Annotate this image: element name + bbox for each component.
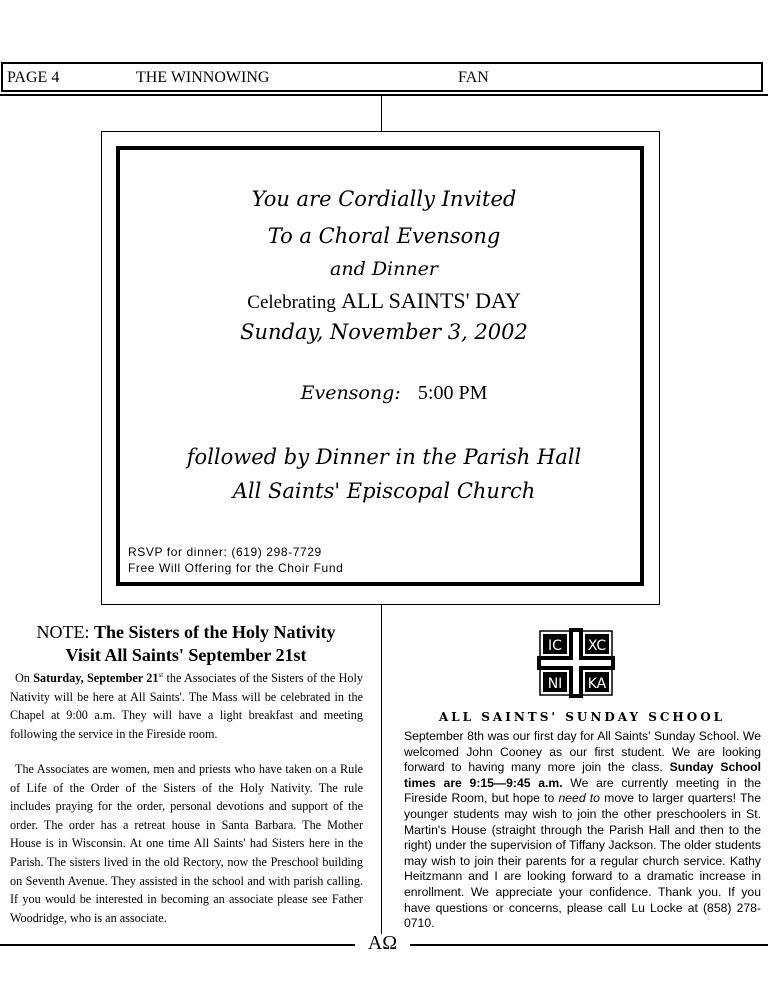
note-prefix: NOTE: <box>36 622 90 642</box>
note-title-line2: Visit All Saints' September 21st <box>65 645 307 665</box>
invite-date: Sunday, November 3, 2002 <box>240 320 528 344</box>
celebrating-word: Celebrating <box>247 292 336 313</box>
column-divider <box>381 604 382 934</box>
offering-line: Free Will Offering for the Choir Fund <box>128 561 344 575</box>
invitation-border <box>116 146 644 586</box>
note-p1-rest: the Associates of the Sisters of the Holy Nativity will be here at All Saints'. The Mass will be celebrated in the Chapel at 9:00 a.m. They will have a light breakfast and meeting following the service in the Fireside room. <box>10 671 364 741</box>
invite-evensong <box>10 380 768 405</box>
sunday-school-heading: ALL SAINTS' SUNDAY SCHOOL <box>438 710 726 724</box>
invite-church: All Saints' Episcopal Church <box>232 479 536 503</box>
note-paragraph-1 <box>10 666 363 743</box>
school-text-a: September 8th was our first day for All Saints' Sunday School. We welcomed John Cooney as our first student. We are looking forward to having many more join the class. <box>404 729 761 775</box>
note-paragraph-2: The Associates are women, men and priests who have taken on a Rule of Life of the Order of the Sisters of the Holy Nativity. The rule includes praying for the order, personal devotions and support of the order. The order has a retreat house in Santa Barbara. The Mother House is in Wisconsin. At one time All Saints' had Sisters here in the Parish. The sisters lived in the old Rectory, now the Preschool building on Seventh Avenue. They assisted in the school and with parish calling. If you would be interested in becoming an associate please see Father Woodridge, who is an associate. <box>10 762 363 925</box>
emblem-bl: NI <box>547 676 563 692</box>
header-rule <box>0 94 768 96</box>
school-times: Sunday School times are 9:15—9:45 a.m. <box>404 760 761 790</box>
invite-line-2: To a Choral Evensong <box>267 224 501 248</box>
icxc-nika-cross-icon <box>537 628 615 698</box>
page-header <box>1 62 763 92</box>
note-heading <box>0 621 372 667</box>
school-text-c: move to larger quarters! The younger students may wish to join the other preschoolers in St. Martin's House (straight through the Parish Hall and then to the right) under the supervision of Tiffany Jackson. The older students may wish to join their parents for a regular church service. Kathy Heitzmann and I are looking forward to a dramatic increase in enrollment. We appreciate your confidence. Thank you. If you have questions or concerns, please call Lu Locke at (858) 278-0710. <box>404 791 761 931</box>
footer-rule-right <box>410 944 768 946</box>
school-text-b: We are currently meeting in the Fireside Room, but hope to <box>404 775 762 806</box>
invite-dinner: followed by Dinner in the Parish Hall <box>186 445 582 469</box>
column-divider-top <box>381 95 382 131</box>
emblem-tr: XC <box>587 638 607 654</box>
note-p1-date: Saturday, September 21 <box>33 671 159 686</box>
page-number: PAGE 4 <box>7 69 60 86</box>
evensong-time: 5:00 PM <box>417 382 488 404</box>
newsletter-title: THE WINNOWING <box>136 69 270 86</box>
invite-line-1: You are Cordially Invited <box>251 187 517 211</box>
newsletter-title-2: FAN <box>458 69 489 86</box>
school-text-italic: need to <box>558 791 600 806</box>
note-p1-lead: On <box>15 671 30 686</box>
invite-celebrating <box>0 288 768 314</box>
note-p1-sup: st <box>158 671 164 679</box>
evensong-label: Evensong: <box>300 382 401 404</box>
alpha-omega-icon: AΩ <box>367 932 398 954</box>
rsvp-line: RSVP for dinner: (619) 298-7729 <box>128 545 322 559</box>
emblem-br: KA <box>587 676 607 692</box>
event-name: ALL SAINTS' DAY <box>341 288 521 313</box>
note-title-main: The Sisters of the Holy Nativity <box>94 622 336 642</box>
invite-line-3: and Dinner <box>330 258 438 280</box>
footer-rule-left <box>0 944 355 946</box>
emblem-tl: IC <box>548 638 562 654</box>
sunday-school-paragraph <box>404 729 761 932</box>
